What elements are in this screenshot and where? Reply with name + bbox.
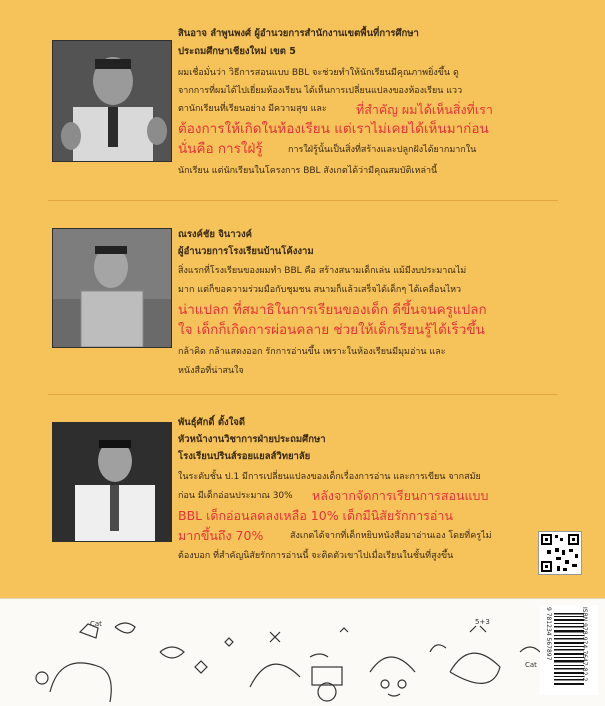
section-divider-2 — [48, 394, 558, 395]
quote-2-line-6: หนังสือที่น่าสนใจ — [178, 366, 244, 376]
isbn-barcode — [540, 605, 598, 695]
person-2-name: ณรงค์ชัย จินาวงค์ — [178, 229, 252, 240]
quote-1-line-3 — [178, 102, 327, 118]
person-3-role-1: หัวหน้างานวิชาการฝ่ายประถมศึกษา — [178, 434, 326, 445]
isbn-label: ISBN 978-974-7647-82-2 — [581, 607, 588, 682]
person-1-name: สินอาจ ลำพูนพงศ์ ผู้อำนวยการสำนักงานเขตพื้นที่การศึกษา — [178, 28, 419, 39]
portrait-photo-2 — [52, 228, 172, 348]
isbn-digits: 9 781234 567897 — [545, 607, 552, 661]
quote-2-line-2: มาก แต่ก็ขอความร่วมมือกับชุมชน สนามก็แล้วเสร็จได้เด็กๆ ได้เคลื่อนไหว — [178, 285, 462, 295]
quote-3-highlight-2: BBL เด็กอ่อนลดลงเหลือ 10% เด็กมีนิสัยรักการอ่าน — [178, 508, 453, 523]
quote-1-line-3-text: ตานักเรียนที่เรียนอย่าง มีความสุข และ — [178, 104, 327, 114]
quote-1-highlight-3: นั่นคือ การใฝ่รู้ — [178, 141, 263, 157]
quote-3-highlight-1: หลังจากจัดการเรียนการสอนแบบ — [312, 488, 489, 503]
quote-2-highlight-2: ใจ เด็กก็เกิดการผ่อนคลาย ช่วยให้เด็กเรียนรู้ได้เร็วขึ้น — [178, 322, 485, 338]
qr-code — [538, 531, 582, 575]
section-divider-1 — [48, 200, 558, 201]
portrait-photo-1 — [52, 40, 172, 162]
quote-2-line-5: กล้าคิด กล้าแสดงออก รักการอ่านขึ้น เพราะในห้องเรียนมีมุมอ่าน และ — [178, 347, 446, 357]
person-2-role: ผู้อำนวยการโรงเรียนบ้านโค้งงาม — [178, 246, 314, 257]
svg-text:Cat: Cat — [90, 620, 102, 628]
person-1-role: ประถมศึกษาเชียงใหม่ เขต 5 — [178, 46, 296, 57]
children-doodle-illustration — [20, 612, 580, 702]
quote-3-line-4: สังเกตได้จากที่เด็กหยิบหนังสือมาอ่านเอง โดยที่ครูไม่ — [290, 531, 492, 541]
quote-3-line-2: ก่อน มีเด็กอ่อนประมาณ 30% — [178, 491, 293, 501]
quote-2-line-1: สิ่งแรกที่โรงเรียนของผมทำ BBL คือ สร้างสนามเด็กเล่น แม้มีงบประมาณไม่ — [178, 266, 467, 276]
person-3-role-2: โรงเรียนปรินส์รอยแยลส์วิทยาลัย — [178, 451, 311, 462]
quote-1-line-2: จากการที่ผมได้ไปเยี่ยมห้องเรียน ได้เห็นการเปลี่ยนแปลงของห้องเรียน แวว — [178, 86, 463, 96]
quote-1-line-5: การใฝ่รู้นั้นเป็นสิ่งที่สร้างและปลูกฝังได้ยากมากใน — [288, 145, 477, 155]
quote-1-highlight-2: ต้องการให้เกิดในห้องเรียน แต่เราไม่เคยได้เห็นมาก่อน — [178, 121, 489, 137]
quote-3-line-5: ต้องบอก ที่สำคัญนิสัยรักการอ่านนี้ จะติดตัวเขาไปเมื่อเรียนในชั้นที่สูงขึ้น — [178, 551, 454, 561]
quote-2-highlight-1: น่าแปลก ที่สมาธิในการเรียนของเด็ก ดีขึ้นจนครูแปลก — [178, 302, 487, 318]
svg-text:Cat: Cat — [525, 661, 537, 669]
quote-3-line-1: ในระดับชั้น ป.1 มีการเปลี่ยนแปลงของเด็กเรื่องการอ่าน และการเขียน จากสมัย — [178, 472, 481, 482]
quote-1-line-6: นักเรียน แต่นักเรียนในโครงการ BBL สังเกตได้ว่ามีคุณสมบัติเหล่านี้ — [178, 166, 438, 176]
person-3-name: พันธุ์ศักดิ์ ตั้งใจดี — [178, 417, 245, 428]
quote-1-line-1: ผมเชื่อมั่นว่า วิธีการสอนแบบ BBL จะช่วยทำให้นักเรียนมีคุณภาพยิ่งขึ้น ดู — [178, 68, 459, 78]
portrait-photo-3 — [52, 422, 172, 542]
quote-1-highlight-1: ที่สำคัญ ผมได้เห็นสิ่งที่เรา — [356, 102, 493, 117]
quote-3-highlight-3: มากขึ้นถึง 70% — [178, 528, 264, 543]
svg-text:5+3: 5+3 — [475, 618, 490, 626]
